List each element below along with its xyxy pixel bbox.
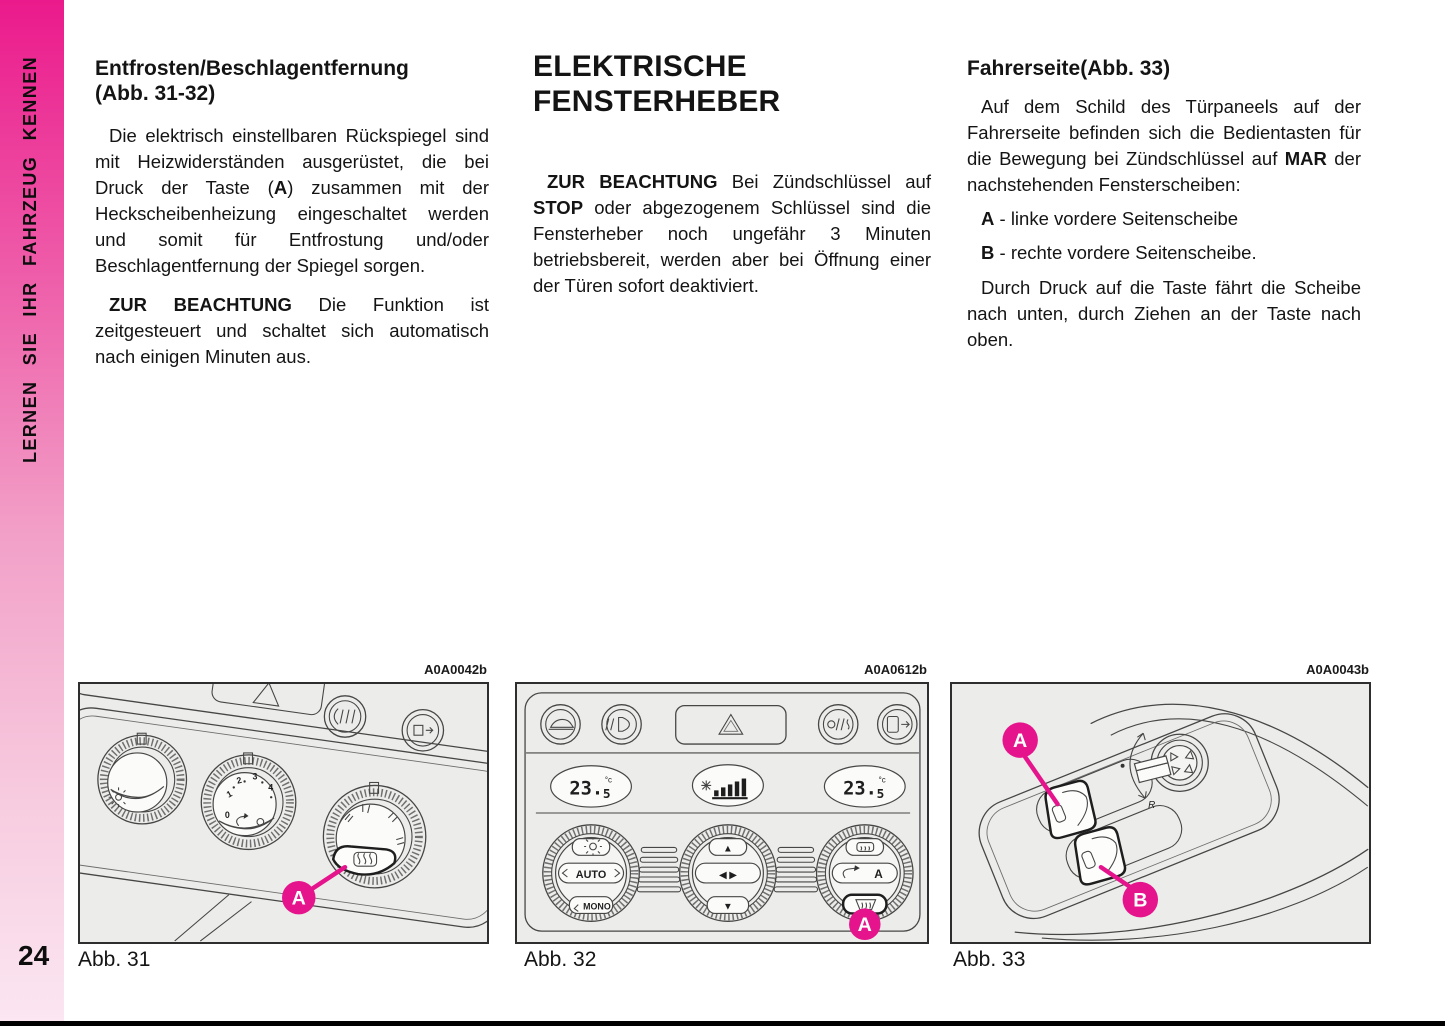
- figure-caption-2: Abb. 32: [524, 948, 597, 971]
- fig2-drawing: [517, 684, 927, 942]
- left-temp-knob: [543, 825, 640, 922]
- column-window-lifters: [533, 50, 931, 299]
- chapter-title-vertical: LERNEN SIE IHR FAHRZEUG KENNEN: [20, 56, 40, 464]
- callout-a: [849, 909, 881, 941]
- figure-caption-1: Abb. 31: [78, 948, 151, 971]
- svg-text:°c: °c: [604, 775, 612, 785]
- svg-text:0: 0: [224, 809, 230, 820]
- svg-text:5: 5: [876, 787, 885, 803]
- callout-a: [1002, 722, 1057, 804]
- svg-text:°c: °c: [878, 775, 886, 785]
- page-number: 24: [18, 940, 50, 971]
- fan-knob: [98, 733, 187, 824]
- figure-caption-3: Abb. 33: [953, 948, 1026, 971]
- figure-code-2: A0A0612b: [864, 662, 927, 677]
- rear-fog-button: [819, 705, 858, 744]
- vent-ribs-right: [774, 847, 817, 891]
- bold-ref-a: A: [273, 177, 288, 199]
- section-heading-window-lifters: ELEKTRISCHE FENSTERHEBER: [533, 50, 781, 118]
- paragraph: Auf dem Schild des Türpaneels auf der Fahrerseite befinden sich die Bedientasten für die Bewegung bei Zündschlüssel auf MAR der nachstehenden Fensterscheiben:: [967, 96, 1361, 196]
- section-heading-defrost: [95, 50, 489, 106]
- distribution-knob: [680, 825, 777, 922]
- console-lines: [175, 895, 252, 941]
- left-temp-display: [551, 766, 632, 807]
- fig3-drawing: [952, 684, 1369, 942]
- headlight-aim-button: [402, 710, 443, 751]
- bold-mar: MAR: [1284, 148, 1327, 170]
- svg-text:3: 3: [252, 771, 258, 782]
- svg-text:23.: 23.: [843, 778, 877, 800]
- callout-a: [282, 867, 345, 914]
- svg-text:AUTO: AUTO: [575, 868, 607, 881]
- svg-text:B: B: [1133, 889, 1148, 912]
- svg-text:A: A: [857, 914, 872, 937]
- fig1-drawing: [80, 684, 487, 942]
- svg-text:R: R: [1148, 800, 1156, 812]
- svg-text:A: A: [291, 887, 306, 910]
- callout-a-line: [308, 867, 345, 892]
- heading-line2: (Abb. 31-32): [95, 82, 216, 106]
- figure-code-1: A0A0042b: [424, 662, 487, 677]
- hazard-button: [676, 706, 786, 744]
- hazard-button: [211, 684, 326, 716]
- fan-speed-knob: [201, 753, 296, 850]
- mirror-adjust-knob: [1121, 733, 1209, 811]
- svg-text:4: 4: [268, 782, 274, 793]
- up-arrow-icon: ▲: [723, 843, 733, 855]
- svg-text:5: 5: [602, 787, 611, 803]
- list-item-a: A - linke vordere Seitenscheibe: [981, 208, 1239, 230]
- left-right-arrow-icon: ◀ ▶: [718, 869, 737, 881]
- figure-abb32: [515, 682, 929, 944]
- figure-abb31: [78, 682, 489, 944]
- front-fog-button: [602, 705, 641, 744]
- down-arrow-icon: ▼: [723, 901, 733, 913]
- list-item-b: B - rechte vordere Seitenscheibe.: [981, 242, 1257, 264]
- note-label: ZUR BEACHTUNG: [547, 170, 718, 192]
- svg-text:MONO: MONO: [583, 901, 611, 912]
- svg-text:2: 2: [235, 774, 243, 786]
- column-driver-side: [967, 50, 1361, 353]
- svg-text:23.: 23.: [569, 778, 604, 800]
- column-defrost: [95, 50, 489, 370]
- door-unlock-button: [878, 705, 917, 744]
- paragraph-note: ZUR BEACHTUNG Bei Zündschlüssel auf STOP oder abgezogenem Schlüssel sind die Fensterheber noch ungefähr 3 Minuten betriebsbereit, werden aber bei Öffnung einer der Türen sofort deaktiviert.: [533, 170, 931, 296]
- right-temp-display: [824, 766, 905, 807]
- paragraph: Durch Druck auf die Taste fährt die Scheibe nach unten, durch Ziehen an der Taste nach oben.: [967, 277, 1361, 351]
- paragraph: Die elektrisch einstellbaren Rückspiegel sind mit Heizwiderständen ausgerüstet, die bei Druck der Taste (A) zusammen mit der Heckscheibenheizung eingeschaltet werden und somit für Entfrostung und/oder Beschlagentfernung der Spiegel sorgen.: [95, 125, 489, 277]
- bottom-rule: [0, 1021, 1445, 1026]
- svg-text:A: A: [874, 866, 883, 881]
- figure-code-3: A0A0043b: [1306, 662, 1369, 677]
- fan-icon: [701, 781, 711, 791]
- chapter-sidebar: [0, 0, 64, 1021]
- mirror-lever: [1134, 756, 1170, 783]
- bold-stop: STOP: [533, 196, 584, 218]
- vent-ribs-left: [637, 847, 680, 891]
- note-label: ZUR BEACHTUNG: [109, 294, 292, 316]
- svg-text:1: 1: [224, 788, 234, 800]
- right-temp-knob: [817, 825, 914, 922]
- section-heading-driver-side: Fahrerseite(Abb. 33): [967, 57, 1171, 80]
- fan-speed-display: [692, 765, 763, 806]
- figure-abb33: [950, 682, 1371, 944]
- heading-line1: Entfrosten/Beschlagentfernung: [95, 57, 409, 80]
- bonnet-button: [541, 705, 580, 744]
- paragraph-note: ZUR BEACHTUNG Die Funktion ist zeitgesteuert und schaltet sich automatisch nach einigen Minuten aus.: [95, 294, 489, 368]
- svg-text:A: A: [1013, 730, 1028, 753]
